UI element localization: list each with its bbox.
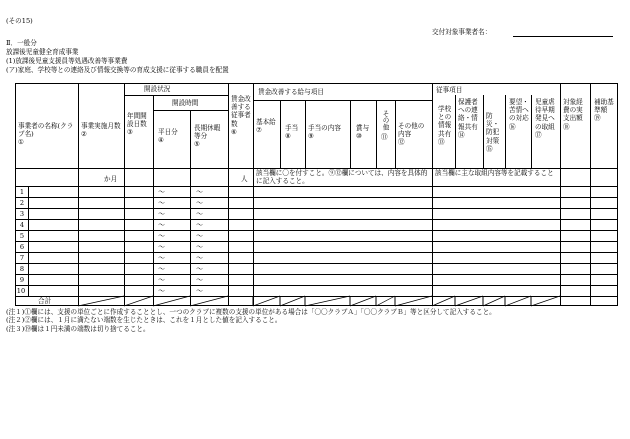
tilde: 〜 — [196, 232, 203, 240]
note-1: (注１)①欄には、支援の単位ごとに作成することとし、一つのクラブに複数の支援の単位がある場合は「〇〇クラブＡ」「〇〇クラブＢ」等と区分して記入すること。 — [6, 308, 496, 316]
row-number: 3 — [19, 210, 25, 218]
col-info-share: 学校との情報共有 ⑬ — [438, 105, 452, 146]
col-duties-group: 従事項目 — [436, 86, 463, 94]
tilde: 〜 — [158, 188, 165, 196]
row-number: 5 — [19, 232, 25, 240]
col-hours-group: 開設時間 — [172, 99, 199, 107]
col-actual-cost: 対象経費の実支出額 ⑱ — [563, 98, 583, 131]
grantee-label: 交付対象事業者名： — [432, 28, 492, 36]
row-number: 1 — [19, 188, 25, 196]
tilde: 〜 — [196, 254, 203, 262]
note-2: (注２)②欄には、１月に満たない端数を生じたときは、これを１月とした値を記入すること。 — [6, 316, 282, 325]
col-allowance: 手当 ⑧ — [285, 124, 299, 141]
tilde: 〜 — [158, 254, 165, 262]
tilde: 〜 — [158, 276, 165, 284]
tilde: 〜 — [158, 221, 165, 229]
tilde: 〜 — [196, 287, 203, 295]
duty-instruction: 該当欄に主な取組内容等を記載すること — [435, 169, 554, 177]
col-weekday: 平日分 ④ — [158, 128, 178, 145]
row-number: 10 — [16, 287, 26, 295]
subprogram-heading: (1)放課後児童支援員等処遇改善等事業費 — [6, 57, 128, 65]
col-holiday: 長期休暇等分 ⑤ — [194, 124, 221, 149]
col-wage-group: 賃金改善する給与項目 — [258, 88, 324, 96]
col-subsidy: 補助基準額 ⑲ — [594, 98, 614, 123]
col-improved-staff: 賃金改善する従事者数 ⑥ — [231, 95, 251, 136]
months-unit: か月 — [104, 175, 118, 183]
col-abuse: 児童虐待早期発見への取組 ⑰ — [535, 98, 555, 139]
section-heading: Ⅱ．一般分 — [6, 39, 37, 47]
col-safety: 防災・防犯対策 ⑮ — [486, 112, 500, 153]
tilde: 〜 — [158, 265, 165, 273]
tilde: 〜 — [158, 243, 165, 251]
item-heading: (ア)家庭、学校等との連絡及び情報交換等の育成支援に従事する職員を配置 — [6, 66, 229, 74]
col-guardian: 保護者への連絡・情報共有 ⑭ — [458, 98, 478, 139]
col-other-detail: その他の内容 ⑫ — [398, 122, 425, 147]
row-number: 9 — [19, 276, 25, 284]
staff-unit: 人 — [241, 175, 248, 183]
col-status-group: 開設状況 — [144, 85, 171, 93]
row-number: 8 — [19, 265, 25, 273]
tilde: 〜 — [158, 232, 165, 240]
row-number: 4 — [19, 221, 25, 229]
col-complaints: 要望・苦情への対応 ⑯ — [509, 98, 529, 131]
notes — [6, 308, 618, 333]
row-number: 2 — [19, 199, 25, 207]
wage-instruction: 該当欄に〇を付すこと。⑨⑫欄については、内容を具体的に記入すること。 — [256, 169, 428, 186]
col-other: その他 ⑪ — [381, 110, 389, 141]
tilde: 〜 — [196, 199, 203, 207]
note-3: (注３)⑲欄は１円未満の端数は切り捨てること。 — [6, 324, 150, 333]
col-base-pay: 基本給 ⑦ — [256, 118, 276, 135]
program-heading: 放課後児童健全育成事業 — [6, 48, 79, 56]
col-allowance-detail: 手当の内容 ⑨ — [308, 124, 341, 141]
page-label: (その15) — [6, 17, 33, 25]
tilde: 〜 — [196, 188, 203, 196]
col-bonus: 賞与 ⑩ — [356, 124, 370, 141]
total-label: 合計 — [38, 297, 52, 305]
tilde: 〜 — [196, 265, 203, 273]
tilde: 〜 — [158, 199, 165, 207]
col-annual-days: 年間開設日数 ③ — [127, 112, 147, 137]
row-number: 6 — [19, 243, 25, 251]
col-months: 事業実施月数 ② — [81, 122, 121, 139]
tilde: 〜 — [158, 287, 165, 295]
tilde: 〜 — [196, 243, 203, 251]
tilde: 〜 — [196, 276, 203, 284]
row-number: 7 — [19, 254, 25, 262]
col-club-name: 事業者の名称(クラブ名) ① — [18, 122, 74, 147]
tilde: 〜 — [158, 210, 165, 218]
tilde: 〜 — [196, 221, 203, 229]
tilde: 〜 — [196, 210, 203, 218]
